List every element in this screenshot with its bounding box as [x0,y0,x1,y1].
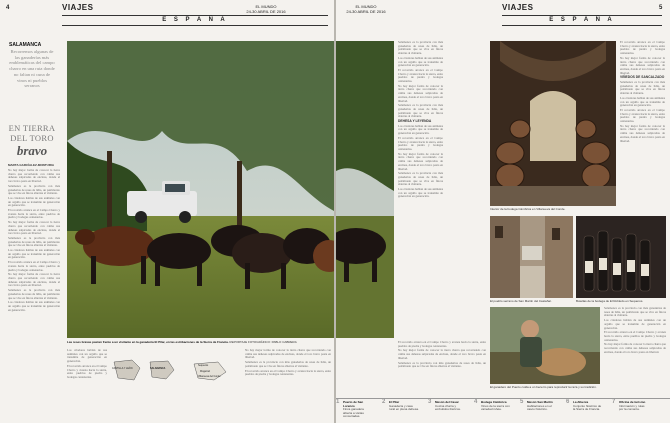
street-illustration [490,216,573,298]
publication-info-right [346,4,386,14]
body-paragraph: Los criadores hablan de sus animales con un orgullo que se transmite de generación en generación. [398,55,443,68]
body-paragraph: Salamanca es la provincia con más ganaderías de reses de lidia, un patrimonio que se vive en fincas abiertas al visitante. [398,103,443,119]
right-section-title: VIAJES [502,3,534,12]
body-paragraph: El recorrido arranca en el Campo Charro y avanza hacia la sierra, entre pueblos de piedra y bodegas centenarias. [398,341,486,348]
body-paragraph: El recorrido arranca en el Campo Charro y avanza hacia la sierra, entre pueblos de piedra y bodegas centenarias. [604,330,666,342]
farmer-photo [490,307,600,384]
body-paragraph: No hay mejor forma de conocer la tierra charra que recorriendo con calma sus dehesas salpicadas de encinas, donde el toro bravo pasta en libertad. [620,123,665,143]
body-paragraph: No hay mejor forma de conocer la tierra charra que recorriendo con calma sus dehesas salpicadas de encinas, donde el toro bravo pasta en libertad. [398,348,486,360]
body-paragraph: No hay mejor forma de conocer la tierra charra que recorriendo con calma sus dehesas salpicadas de encinas, donde el toro bravo pasta en libertad. [245,349,331,360]
cellar-photo [490,41,616,206]
bottles-photo [576,216,666,298]
right-page-number: 5 [659,5,663,11]
body-paragraph: No hay mejor forma de conocer la tierra charra que recorriendo con calma sus dehesas salpicadas de encinas, donde el toro bravo pasta en libertad. [604,342,666,354]
body-paragraph: El recorrido arranca en el Campo Charro y avanza hacia la sierra, entre pueblos de piedra y bodegas centenarias. [8,260,60,272]
cellar-photo-caption: Interior de la bodega Cámbrica en Villanueva del Conde. [490,207,566,211]
footer-item-text: Conjunto histórico de la Sierra de Francia. [573,403,602,412]
footer-item-text: Finca ganadera abierta a visitas concertadas. [343,407,364,419]
street-photo [490,216,573,298]
farmer-illustration [490,307,600,384]
map-label-region: CASTILLA Y LEÓN [112,367,133,370]
footer-item-title: Oficina de turismo [619,400,646,404]
footer-item-title: El Pilar [389,400,400,404]
country-banner-right: E S P A Ñ A [502,15,662,26]
bulls-illustration-right [336,41,394,338]
farmer-photo-caption: El ganadero del Puerto cuida a un becerro para reproducir la raza y su tradición. [490,385,597,389]
footer-item-number: 2 [382,399,386,405]
footer-item-title: Mesón San Martín [527,400,553,404]
body-paragraph: El recorrido arranca en el Campo Charro y avanza hacia la sierra, entre pueblos de piedra y bodegas centenarias. [67,363,107,379]
street-photo-caption: El pueblo serrano de San Martín del Castañar. [490,299,552,303]
left-body-column [8,169,60,394]
subheading: DEHESA Y LEYENDA [398,119,432,124]
right-page [336,0,670,423]
body-paragraph: El recorrido arranca en el Campo Charro y avanza hacia la sierra, entre pueblos de piedra y bodegas centenarias. [398,135,443,151]
footer-item-text: Cocina charra y embutidos ibéricos. [435,403,461,412]
footer-item-text: Vinos de la sierra con variedad rufete. [481,403,510,412]
body-paragraph: Los criadores hablan de sus animales con un orgullo que se transmite de generación en generación. [67,349,107,364]
left-body-column-3 [245,349,331,395]
main-bulls-photo [67,41,334,338]
footer-item-text: Habitaciones en el casco histórico. [527,403,552,412]
body-paragraph: No hay mejor forma de conocer la tierra charra que recorriendo con calma sus dehesas salpicadas de encinas, donde el toro bravo pasta en libertad. [398,151,443,171]
left-body-column-2 [67,349,107,395]
right-body-column-2 [620,41,665,241]
body-paragraph: Salamanca es la provincia con más ganaderías de reses de lidia, un patrimonio que se vive en fincas abiertas al visitante. [620,80,665,96]
map-label-town-1: Sequeros [198,364,209,367]
article-lead: Recorremos algunas de las ganaderías más emblemáticas del campo charro en una ruta donde no faltan ni cuna de vinos ni pueblos serranos [9,49,55,89]
footer-item-text: Ganadería y casa rural en plena dehesa. [389,403,419,412]
main-bulls-photo-continued [336,41,394,338]
footer-item-number: 1 [336,399,340,405]
footer-item-number: 7 [612,399,616,405]
footer-item-number: 4 [474,399,478,405]
body-paragraph: Salamanca es la provincia con más ganaderías de reses de lidia, un patrimonio que se vive en fincas abiertas al visitante. [245,360,331,368]
right-body-column-4 [398,341,486,396]
body-paragraph: El recorrido arranca en el Campo Charro y avanza hacia la sierra, entre pueblos de piedra y bodegas centenarias. [398,67,443,84]
bottles-photo-caption: Botellas de la bodega de El Robledo en Sequeros. [576,299,644,303]
bulls-illustration [67,41,334,338]
body-paragraph: El recorrido arranca en el Campo Charro y avanza hacia la sierra, entre pueblos de piedra y bodegas centenarias. [8,208,60,220]
location-heading: SALAMANCA [9,42,42,48]
body-paragraph: No hay mejor forma de conocer la tierra charra que recorriendo con calma sus dehesas salpicadas de encinas, donde el toro bravo pasta en libertad. [8,220,60,236]
body-paragraph: Salamanca es la provincia con más ganaderías de reses de lidia, un patrimonio que se vive en fincas abiertas al visitante. [8,288,60,300]
location-maps [110,358,240,382]
body-paragraph: El recorrido arranca en el Campo Charro y avanza hacia la sierra, entre pueblos de piedra y bodegas centenarias. [245,368,331,377]
publication-name: EL MUNDO [355,4,377,9]
body-paragraph: Salamanca es la provincia con más ganaderías de reses de lidia, un patrimonio que se vive en fincas abiertas al visitante. [398,41,443,56]
footer-item-title: Puerto de San Lorenzo [343,400,364,408]
body-paragraph: Los criadores hablan de sus animales con un orgullo que se transmite de generación en generación. [8,300,60,312]
body-paragraph: Los criadores hablan de sus animales con un orgullo que se transmite de generación en generación. [398,123,443,136]
publication-info [246,4,286,14]
left-page-number: 4 [6,5,10,11]
footer-item-title: Bodega Cámbrica [481,400,507,404]
body-paragraph: No hay mejor forma de conocer la tierra charra que recorriendo con calma sus dehesas salpicadas de encinas, donde el toro bravo pasta en libertad. [8,169,60,184]
body-paragraph: Salamanca es la provincia con más ganaderías de reses de lidia, un patrimonio que se vive en fincas abiertas al visitante. [8,183,60,196]
body-paragraph: Los criadores hablan de sus animales con un orgullo que se transmite de generación en generación. [8,195,60,208]
info-footer-bar [336,398,670,417]
cellar-illustration [490,41,616,206]
map-label-town-3: Villanueva del Conde [198,375,221,378]
right-body-column-1 [398,41,443,331]
publication-name: EL MUNDO [255,4,277,9]
country-banner: E S P A Ñ A [62,15,328,26]
left-page [0,0,334,423]
body-paragraph: El recorrido arranca en el Campo Charro y avanza hacia la sierra, entre pueblos de piedra y bodegas centenarias. [620,41,665,56]
bottles-illustration [576,216,666,298]
body-paragraph: Salamanca es la provincia con más ganaderías de reses de lidia, un patrimonio que se vive en fincas abiertas al visitante. [398,171,443,187]
footer-item-number: 6 [566,399,570,405]
footer-item-title: Mesón del Casar [435,400,459,404]
footer-item-title: La Alberca [573,400,589,404]
footer-item-number: 3 [428,399,432,405]
footer-item-text: Información y rutas por la comarca. [619,403,645,412]
body-paragraph: Los criadores hablan de sus animales con un orgullo que se transmite de generación en generación. [604,318,666,330]
byline: MARTA GARCÍALEZ-MONTURIA [8,163,54,167]
body-paragraph: Salamanca es la provincia con más ganaderías de reses de lidia, un patrimonio que se vive en fincas abiertas al visitante. [604,307,666,318]
left-section-title: VIAJES [62,3,94,12]
publication-date: 24-30 ABRIL DE 2016 [246,9,286,14]
footer-item-number: 5 [520,399,524,405]
publication-date: 24-30 ABRIL DE 2016 [346,9,386,14]
body-paragraph: No hay mejor forma de conocer la tierra charra que recorriendo con calma sus dehesas salpicadas de encinas, donde el toro bravo pasta en libertad. [398,83,443,103]
main-photo-caption-text: Las reses bravas pastan frente a un visitante en la ganadería El Pilar, en las estribaciones de la Sierra de Francia. [67,340,229,344]
body-paragraph: El recorrido arranca en el Campo Charro y avanza hacia la sierra, entre pueblos de piedra y bodegas centenarias. [620,107,665,124]
body-paragraph: Los criadores hablan de sus animales con un orgullo que se transmite de generación en generación. [620,95,665,108]
right-body-column-3 [604,307,666,397]
body-paragraph: Los criadores hablan de sus animales con un orgullo que se transmite de generación en generación. [8,248,60,260]
article-title-italic: bravo [16,143,48,158]
photo-credit: REPORTAJE FOTOGRÁFICO: PABLO CABRERA [229,340,297,344]
right-page-header [336,2,670,26]
body-paragraph: Los criadores hablan de sus animales con un orgullo que se transmite de generación en generación. [398,187,443,199]
subheading: VIÑEDOS DE SANCALZADO [620,75,665,80]
body-paragraph: No hay mejor forma de conocer la tierra charra que recorriendo con calma sus dehesas salpicadas de encinas, donde el toro bravo pasta en libertad. [8,272,60,288]
article-title: EN TIERRA DEL TORO [8,123,56,143]
map-icons [110,358,240,382]
main-photo-caption [67,341,334,345]
body-paragraph: Salamanca es la provincia con más ganaderías de reses de lidia, un patrimonio que se vive en fincas abiertas al visitante. [8,235,60,248]
map-label-town-2: Mogarraz [200,370,211,373]
left-page-header [0,2,334,26]
body-paragraph: Salamanca es la provincia con más ganaderías de reses de lidia, un patrimonio que se vive en fincas abiertas al visitante. [398,360,486,369]
map-label-province: SALAMANCA [150,367,166,370]
body-paragraph: No hay mejor forma de conocer la tierra charra que recorriendo con calma sus dehesas salpicadas de encinas, donde el toro bravo pasta en libertad. [620,55,665,75]
